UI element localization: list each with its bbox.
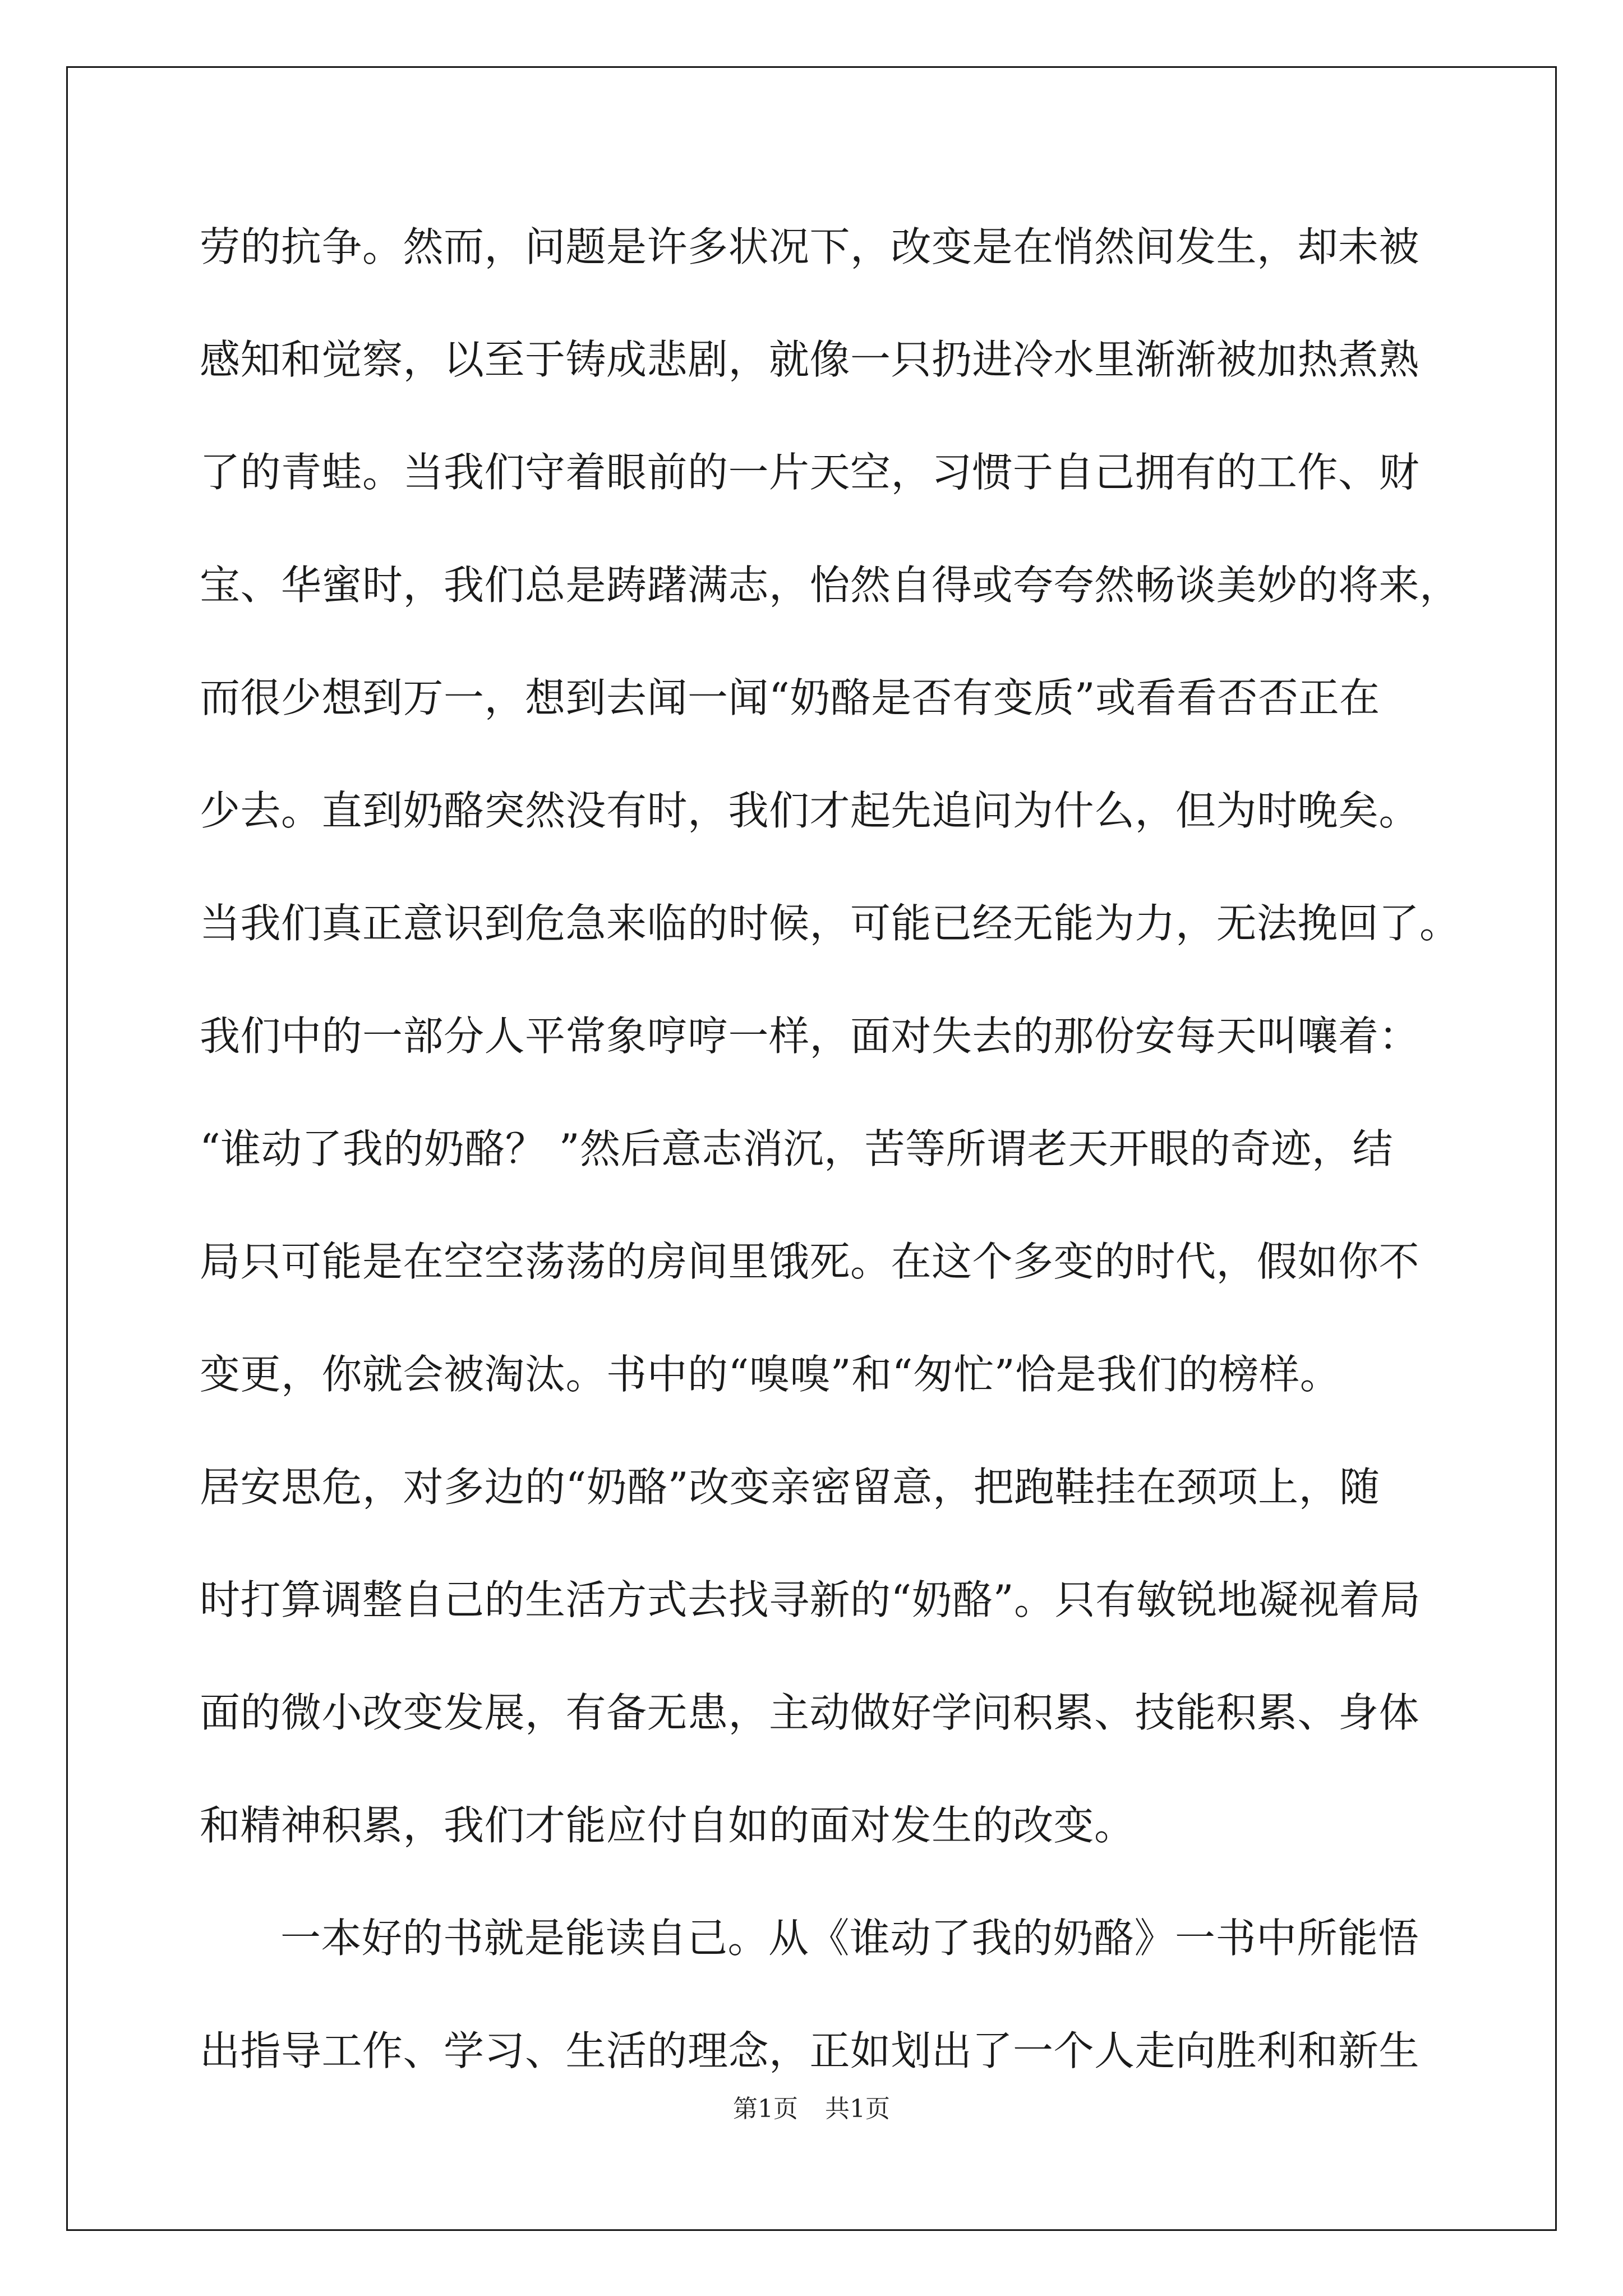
text-line: 居安思危，对多边的“奶酪”改变亲密留意，把跑鞋挂在颈项上，随 [200, 1464, 1380, 1511]
text-line: 劳的抗争。然而，问题是许多状况下，改变是在悄然间发生，却未被 [200, 223, 1420, 270]
text-line: 和精神积累，我们才能应付自如的面对发生的改变。 [200, 1802, 1135, 1849]
text-line: 时打算调整自己的生活方式去找寻新的“奶酪”。只有敏锐地凝视着局 [200, 1576, 1421, 1623]
text-line: 当我们真正意识到危急来临的时候，可能已经无能为力，无法挽回了。 [200, 900, 1460, 947]
text-line: “谁动了我的奶酪？ ”然后意志消沉，苦等所谓老天开眼的奇迹，结 [200, 1125, 1394, 1172]
text-line: 我们中的一部分人平常象哼哼一样，面对失去的那份安每天叫嚷着： [200, 1013, 1420, 1060]
text-line: 宝、华蜜时，我们总是踌躇满志，怡然自得或夸夸然畅谈美妙的将来， [200, 562, 1460, 609]
page-total: 共1页 [825, 2095, 890, 2123]
text-line: 出指导工作、学习、生活的理念，正如划出了一个人走向胜利和新生 [200, 2027, 1420, 2074]
text-line: 了的青蛙。当我们守着眼前的一片天空，习惯于自己拥有的工作、财 [200, 449, 1420, 496]
page-footer [0, 2092, 1623, 2126]
page-number: 第1页 [733, 2095, 798, 2123]
text-line: 变更，你就会被淘汰。书中的“嗅嗅”和“匆忙”恰是我们的榜样。 [200, 1351, 1341, 1398]
paragraph-start-line: 一本好的书就是能读自己。从《谁动了我的奶酪》一书中所能悟 [280, 1915, 1419, 1962]
text-line: 而很少想到万一，想到去闻一闻“奶酪是否有变质”或看看否否正在 [200, 674, 1380, 721]
text-line: 少去。直到奶酪突然没有时，我们才起先追问为什么，但为时晚矣。 [200, 787, 1420, 834]
text-line: 局只可能是在空空荡荡的房间里饿死。在这个多变的时代，假如你不 [200, 1238, 1420, 1285]
text-line: 面的微小改变发展，有备无患，主动做好学问积累、技能积累、身体 [200, 1689, 1420, 1736]
text-line: 感知和觉察，以至于铸成悲剧，就像一只扔进冷水里渐渐被加热煮熟 [200, 336, 1420, 383]
